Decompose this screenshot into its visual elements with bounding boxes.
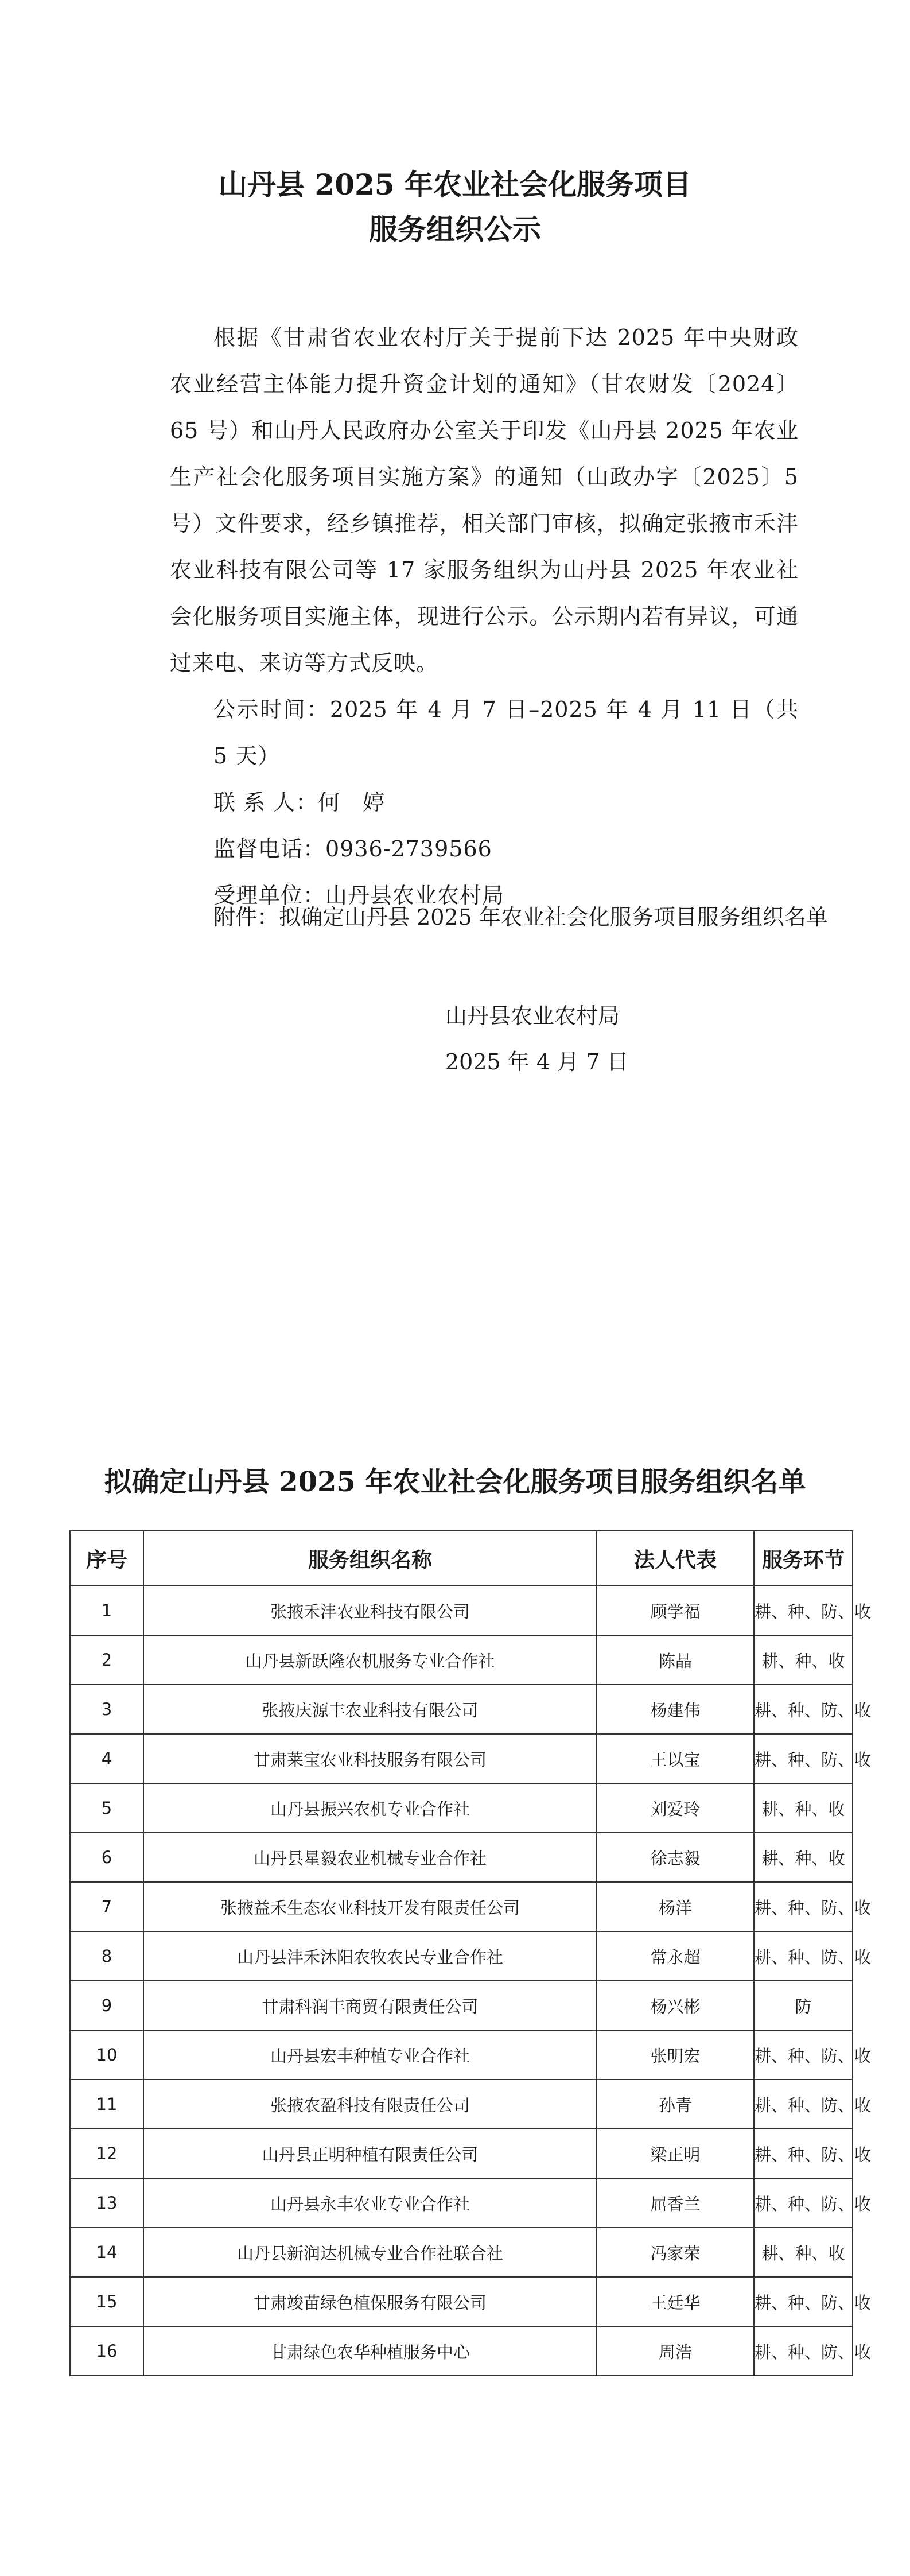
cell-legal-rep: 常永超	[597, 1931, 754, 1981]
cell-legal-rep: 王以宝	[597, 1734, 754, 1783]
cell-org-name: 张掖农盈科技有限责任公司	[143, 2080, 597, 2129]
sign-date: 2025 年 4 月 7 日	[445, 1049, 629, 1074]
notice-attachment-block	[170, 894, 828, 941]
cell-index: 12	[70, 2129, 143, 2178]
cell-legal-rep: 张明宏	[597, 2030, 754, 2080]
table-row	[70, 2129, 853, 2178]
table-row	[70, 2080, 853, 2129]
cell-org-name: 甘肃绿色农华种植服务中心	[143, 2326, 597, 2376]
cell-service: 耕、种、防、收	[754, 2080, 853, 2129]
table-row	[70, 2326, 853, 2376]
cell-org-name: 甘肃莱宝农业科技服务有限公司	[143, 1734, 597, 1783]
cell-service: 耕、种、防、收	[754, 2277, 853, 2326]
cell-service: 耕、种、防、收	[754, 1734, 853, 1783]
table-row	[70, 1833, 853, 1882]
notice-contact: 联 系 人：何 婷	[213, 790, 386, 815]
table-row	[70, 2178, 853, 2228]
cell-service: 耕、种、防、收	[754, 2030, 853, 2080]
cell-index: 8	[70, 1931, 143, 1981]
cell-service: 耕、种、防、收	[754, 2326, 853, 2376]
cell-org-name: 山丹县沣禾沐阳农牧农民专业合作社	[143, 1931, 597, 1981]
cell-index: 13	[70, 2178, 143, 2228]
cell-index: 4	[70, 1734, 143, 1783]
cell-index: 5	[70, 1783, 143, 1833]
org-table	[69, 1530, 872, 2376]
cell-legal-rep: 徐志毅	[597, 1833, 754, 1882]
cell-legal-rep: 屈香兰	[597, 2178, 754, 2228]
header-index: 序号	[70, 1531, 143, 1586]
cell-legal-rep: 杨建伟	[597, 1685, 754, 1734]
cell-index: 6	[70, 1833, 143, 1882]
cell-service: 防	[754, 1981, 853, 2030]
cell-index: 2	[70, 1635, 143, 1685]
notice-body	[170, 315, 799, 919]
notice-body-paragraph: 根据《甘肃省农业农村厅关于提前下达 2025 年中央财政农业经营主体能力提升资金计划的通知》（甘农财发〔2024〕65 号）和山丹人民政府办公室关于印发《山丹县 2025 年农业生产社会化服务项目实施方案》的通知（山政办字〔2025〕5 号）文件要求，经乡镇推荐，相关部门审核，拟确定张掖市禾沣农业科技有限公司等 17 家服务组织为山丹县 2025 年农业社会化服务项目实施主体，现进行公示。公示期内若有异议，可通过来电、来访等方式反映。	[170, 325, 799, 676]
sign-org: 山丹县农业农村局	[445, 1003, 620, 1029]
cell-service: 耕、种、收	[754, 2228, 853, 2277]
cell-service: 耕、种、防、收	[754, 1685, 853, 1734]
cell-index: 11	[70, 2080, 143, 2129]
cell-legal-rep: 梁正明	[597, 2129, 754, 2178]
header-legal-rep: 法人代表	[597, 1531, 754, 1586]
table-body	[70, 1586, 872, 2376]
table-row	[70, 1586, 853, 1635]
cell-org-name: 山丹县永丰农业专业合作社	[143, 2178, 597, 2228]
notice-attachment: 附件：拟确定山丹县 2025 年农业社会化服务项目服务组织名单	[213, 905, 828, 930]
table-row	[70, 1734, 853, 1783]
notice-signature	[445, 993, 628, 1085]
table-row	[70, 1685, 853, 1734]
notice-unit: 受理单位：山丹县农业农村局	[213, 883, 505, 908]
header-service: 服务环节	[754, 1531, 853, 1586]
table-row	[70, 1783, 853, 1833]
cell-legal-rep: 杨兴彬	[597, 1981, 754, 2030]
cell-org-name: 张掖庆源丰农业科技有限公司	[143, 1685, 597, 1734]
cell-service: 耕、种、防、收	[754, 1586, 853, 1635]
cell-service: 耕、种、防、收	[754, 1882, 853, 1931]
cell-legal-rep: 孙青	[597, 2080, 754, 2129]
cell-index: 3	[70, 1685, 143, 1734]
cell-legal-rep: 刘爱玲	[597, 1783, 754, 1833]
table-row	[70, 1635, 853, 1685]
notice-title-line2: 服务组织公示	[369, 212, 541, 246]
cell-org-name: 山丹县正明种植有限责任公司	[143, 2129, 597, 2178]
table-row	[70, 2030, 853, 2080]
cell-index: 9	[70, 1981, 143, 2030]
cell-org-name: 山丹县振兴农机专业合作社	[143, 1783, 597, 1833]
table-row	[70, 1981, 853, 2030]
cell-index: 1	[70, 1586, 143, 1635]
cell-service: 耕、种、收	[754, 1783, 853, 1833]
cell-legal-rep: 王廷华	[597, 2277, 754, 2326]
table-row	[70, 2228, 853, 2277]
table-row	[70, 1882, 853, 1931]
notice-period: 公示时间：2025 年 4 月 7 日–2025 年 4 月 11 日（共 5 天）	[213, 697, 799, 769]
notice-phone: 监督电话：0936-2739566	[213, 836, 492, 862]
cell-legal-rep: 冯家荣	[597, 2228, 754, 2277]
cell-org-name: 张掖益禾生态农业科技开发有限责任公司	[143, 1882, 597, 1931]
cell-service: 耕、种、防、收	[754, 1931, 853, 1981]
cell-org-name: 甘肃科润丰商贸有限责任公司	[143, 1981, 597, 2030]
cell-service: 耕、种、收	[754, 1635, 853, 1685]
cell-index: 15	[70, 2277, 143, 2326]
cell-org-name: 山丹县新润达机械专业合作社联合社	[143, 2228, 597, 2277]
cell-index: 14	[70, 2228, 143, 2277]
cell-org-name: 山丹县新跃隆农机服务专业合作社	[143, 1635, 597, 1685]
table-row	[70, 1931, 853, 1981]
cell-index: 7	[70, 1882, 143, 1931]
cell-legal-rep: 陈晶	[597, 1635, 754, 1685]
cell-org-name: 甘肃竣苗绿色植保服务有限公司	[143, 2277, 597, 2326]
table-header-row	[70, 1531, 853, 1586]
notice-title-line1: 山丹县 2025 年农业社会化服务项目	[219, 168, 691, 201]
list-title: 拟确定山丹县 2025 年农业社会化服务项目服务组织名单	[104, 1466, 806, 1498]
cell-legal-rep: 杨洋	[597, 1882, 754, 1931]
cell-org-name: 张掖禾沣农业科技有限公司	[143, 1586, 597, 1635]
cell-legal-rep: 周浩	[597, 2326, 754, 2376]
cell-legal-rep: 顾学福	[597, 1586, 754, 1635]
header-org-name: 服务组织名称	[143, 1531, 597, 1586]
cell-service: 耕、种、防、收	[754, 2178, 853, 2228]
cell-index: 16	[70, 2326, 143, 2376]
cell-org-name: 山丹县星毅农业机械专业合作社	[143, 1833, 597, 1882]
cell-service: 耕、种、防、收	[754, 2129, 853, 2178]
cell-org-name: 山丹县宏丰种植专业合作社	[143, 2030, 597, 2080]
table-row	[70, 2277, 853, 2326]
cell-index: 10	[70, 2030, 143, 2080]
cell-service: 耕、种、收	[754, 1833, 853, 1882]
